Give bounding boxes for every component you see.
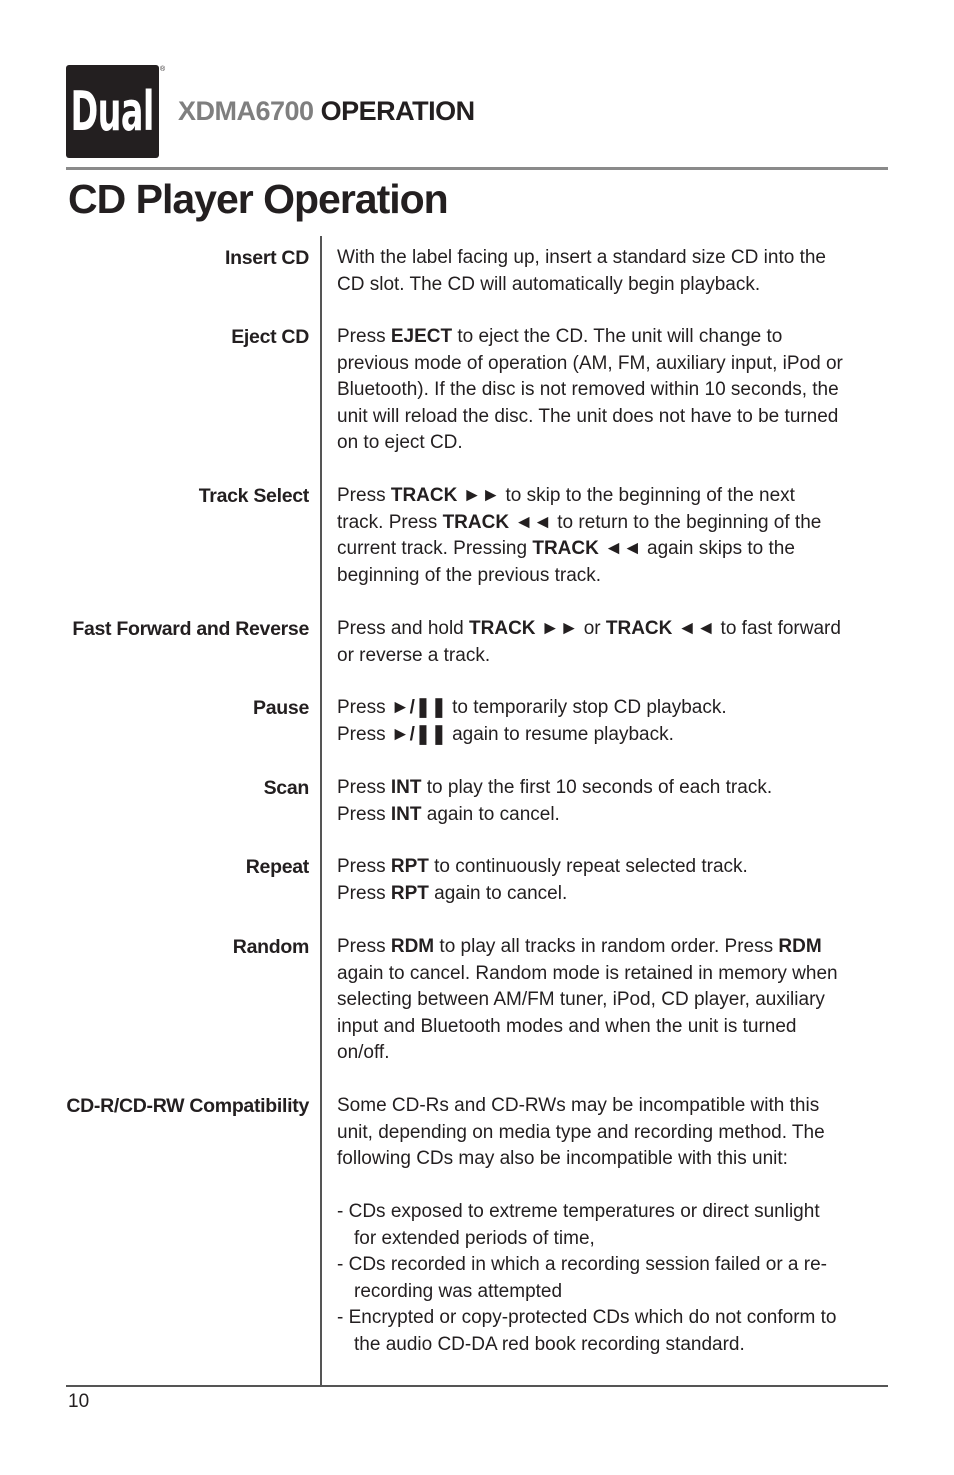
section-name: OPERATION bbox=[320, 96, 475, 126]
desc-random: Press RDM to play all tracks in random order. Press RDM again to cancel. Random mode is retained in memory when selecting between AM/FM tuner, iPod, CD player, auxiliary input and Bluetooth modes and when the unit is turned on/off. bbox=[337, 936, 838, 1063]
label-scan: Scan bbox=[263, 777, 309, 799]
label-eject-cd: Eject CD bbox=[231, 326, 309, 348]
label-insert-cd: Insert CD bbox=[225, 247, 309, 269]
list-item: - CDs exposed to extreme temperatures or direct sunlight bbox=[337, 1201, 820, 1222]
list-item: - Encrypted or copy-protected CDs which do not conform to bbox=[337, 1307, 837, 1328]
desc-scan: Press INT to play the first 10 seconds of each track. Press INT again to cancel. bbox=[337, 777, 773, 825]
bottom-divider bbox=[66, 1385, 888, 1387]
label-pause: Pause bbox=[253, 697, 309, 719]
label-track-select: Track Select bbox=[198, 485, 309, 507]
top-divider bbox=[66, 167, 888, 170]
desc-pause: Press ►/❚❚ to temporarily stop CD playback. Press ►/❚❚ again to resume playback. bbox=[337, 697, 727, 745]
desc-track-select: Press TRACK ►► to skip to the beginning of the next track. Press TRACK ◄◄ to return to the beginning of the current track. Pressing TRACK ◄◄ again skips to the beginning of the previous track. bbox=[337, 485, 822, 586]
column-divider bbox=[320, 236, 322, 1387]
desc-cdr-compatibility: Some CD-Rs and CD-RWs may be incompatible with this unit, depending on media type and recording method. The following CDs may also be incompatible with this unit: - CDs exposed to extreme temperatures or direct sunlight for extended periods of time, - CDs recorded in which a recording session failed or a re- recording was attempted - Encrypted or copy-protected CDs which do not conform to the audio CD-DA red book recording standard. bbox=[337, 1093, 889, 1358]
logo-text: Dual bbox=[70, 80, 155, 143]
play-pause-icon: ►/❚❚ bbox=[390, 697, 447, 718]
page-title: CD Player Operation bbox=[68, 176, 448, 222]
desc-repeat: Press RPT to continuously repeat selected track. Press RPT again to cancel. bbox=[337, 856, 748, 904]
label-fast-forward: Fast Forward and Reverse bbox=[72, 618, 309, 640]
dual-logo bbox=[66, 65, 159, 158]
registered-mark: ® bbox=[160, 66, 166, 73]
play-pause-icon: ►/❚❚ bbox=[390, 723, 447, 745]
model-name: XDMA6700 bbox=[178, 96, 314, 126]
label-repeat: Repeat bbox=[245, 856, 309, 878]
desc-fast-forward: Press and hold TRACK ►► or TRACK ◄◄ to fast forward or reverse a track. bbox=[337, 618, 841, 666]
header-title bbox=[178, 96, 475, 127]
list-item: - CDs recorded in which a recording session failed or a re- bbox=[337, 1254, 827, 1275]
page-number: 10 bbox=[68, 1391, 90, 1412]
label-random: Random bbox=[232, 936, 309, 958]
desc-insert-cd: With the label facing up, insert a standard size CD into the CD slot. The CD will automatically begin playback. bbox=[337, 247, 826, 295]
desc-eject-cd: Press EJECT to eject the CD. The unit will change to previous mode of operation (AM, FM, auxiliary input, iPod or Bluetooth). If the disc is not removed within 10 seconds, the unit will reload the disc. The unit does not have to be turned on to eject CD. bbox=[337, 326, 843, 453]
label-cdr-compatibility: CD-R/CD-RW Compatibility bbox=[66, 1095, 309, 1117]
